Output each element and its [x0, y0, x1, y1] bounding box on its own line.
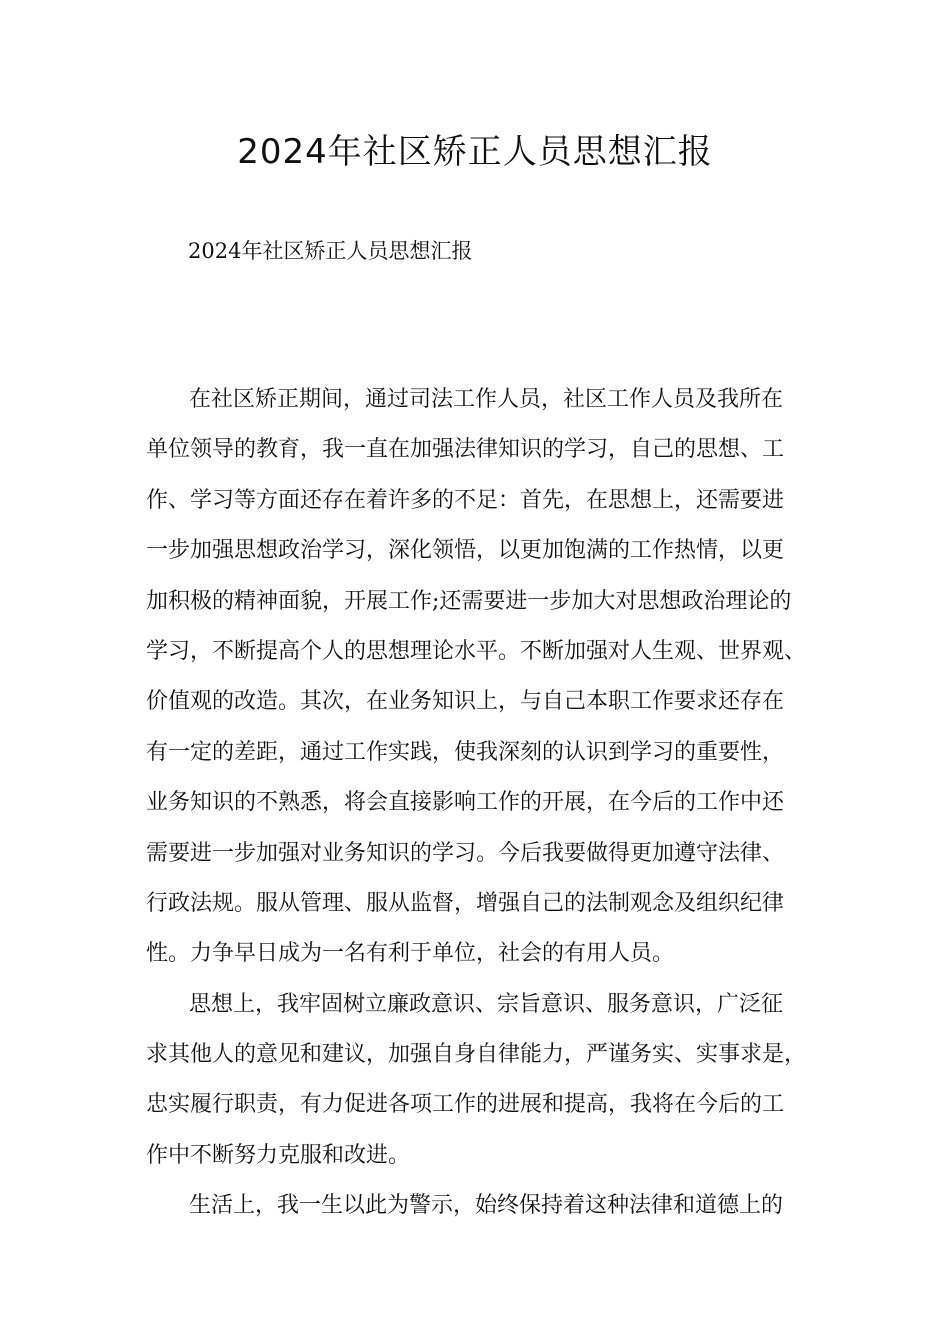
document-subtitle: 2024年社区矫正人员思想汇报	[188, 239, 473, 263]
paragraph-1-line: 学习，不断提高个人的思想理论水平。不断加强对人生观、世界观、	[146, 638, 807, 664]
paragraph-1-line: 行政法规。服从管理、服从监督，增强自己的法制观念及组织纪律	[146, 890, 785, 916]
paragraph-1-line: 价值观的改造。其次，在业务知识上，与自己本职工作要求还存在	[146, 689, 785, 715]
paragraph-2-line: 忠实履行职责，有力促进各项工作的进展和提高，我将在今后的工	[146, 1092, 785, 1118]
paragraph-1-line: 作、学习等方面还存在着许多的不足：首先，在思想上，还需要进	[146, 487, 785, 513]
document-body	[146, 383, 826, 1240]
paragraph-3-line: 生活上，我一生以此为警示，始终保持着这种法律和道德上的	[189, 1193, 784, 1219]
paragraph-1-line: 单位领导的教育，我一直在加强法律知识的学习，自己的思想、工	[146, 437, 785, 463]
paragraph-1-line: 在社区矫正期间，通过司法工作人员，社区工作人员及我所在	[189, 387, 784, 412]
paragraph-2-line: 作中不断努力克服和改进。	[146, 1142, 411, 1168]
paragraph-2-line: 求其他人的意见和建议，加强自身自律能力，严谨务实、实事求是，	[146, 1042, 807, 1068]
paragraph-1-line: 一步加强思想政治学习，深化领悟，以更加饱满的工作热情，以更	[146, 538, 785, 564]
paragraph-1-line: 有一定的差距，通过工作实践，使我深刻的认识到学习的重要性，	[146, 739, 785, 765]
paragraph-1-line: 加积极的精神面貌，开展工作;还需要进一步加大对思想政治理论的	[146, 588, 792, 614]
paragraph-1-line: 需要进一步加强对业务知识的学习。今后我要做得更加遵守法律、	[146, 840, 785, 866]
paragraph-1-line: 性。力争早日成为一名有利于单位，社会的有用人员。	[146, 941, 675, 967]
document-title: 2024年社区矫正人员思想汇报	[237, 132, 713, 172]
paragraph-2-line: 思想上，我牢固树立廉政意识、宗旨意识、服务意识，广泛征	[189, 991, 784, 1017]
paragraph-1-line: 业务知识的不熟悉，将会直接影响工作的开展，在今后的工作中还	[146, 790, 785, 816]
